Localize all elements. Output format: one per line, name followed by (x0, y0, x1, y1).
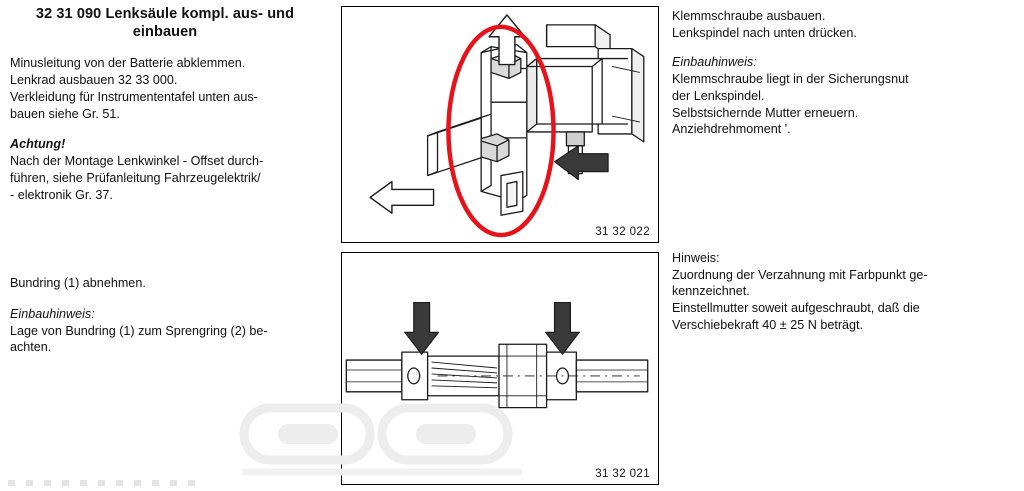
text-line: achten. (10, 340, 52, 355)
right-paragraph-clamp (672, 8, 1012, 41)
right-text-column-bottom (672, 250, 1017, 334)
right-text-column-top (672, 8, 1012, 138)
steering-column-clamp-illustration (342, 7, 658, 242)
column-spacer (10, 217, 320, 275)
text-line: der Lenkspindel. (672, 88, 765, 103)
right-paragraph-hinweis (672, 250, 1017, 334)
down-arrow-left (405, 303, 439, 355)
text-line: - elektronik Gr. 37. (10, 187, 113, 202)
text-line: führen, siehe Prüfanleitung Fahrzeugelektrik/ (10, 170, 261, 185)
left-paragraph-note (10, 306, 320, 356)
text-line: Lenkrad ausbauen 32 33 000. (10, 73, 178, 88)
note-heading: Einbauhinweis: (672, 55, 757, 70)
text-line: Zuordnung der Verzahnung mit Farbpunkt ge- (672, 267, 928, 282)
left-paragraph-bundring (10, 275, 320, 292)
note-heading: Hinweis: (672, 251, 720, 265)
right-paragraph-note (672, 54, 1012, 138)
text-line: Anziehdrehmoment '. (672, 122, 791, 137)
text-line: Lage von Bundring (1) zum Sprengring (2) be- (10, 323, 268, 338)
text-line: Nach der Montage Lenkwinkel - Offset durch- (10, 154, 264, 169)
down-arrow-right (546, 303, 580, 355)
text-line: Klemmschraube liegt in der Sicherungsnut (672, 72, 909, 87)
text-line: kennzeichnet. (672, 284, 750, 299)
text-line: Lenkspindel nach unten drücken. (672, 25, 857, 40)
text-line: Selbstsichernde Mutter erneuern. (672, 105, 859, 120)
left-paragraph-warning (10, 136, 320, 203)
watermark-dots (6, 478, 216, 488)
text-line: Verkleidung für Instrumententafel unten aus- (10, 89, 258, 104)
text-line: Bundring (1) abnehmen. (10, 276, 146, 291)
text-line: bauen siehe Gr. 51. (10, 106, 120, 121)
text-line: Verschiebekraft 40 ± 25 N beträgt. (672, 317, 864, 332)
figure-steering-column-clamp (341, 6, 659, 243)
warning-heading: Achtung! (10, 137, 66, 152)
text-line: Einstellmutter soweit aufgeschraubt, daß die (672, 301, 920, 316)
text-line: Klemmschraube ausbauen. (672, 9, 826, 23)
figure-caption: 31 32 021 (595, 468, 650, 480)
page-title: 32 31 090 Lenksäule kompl. aus- und einbauen (35, 6, 295, 40)
figure-caption: 31 32 022 (595, 226, 650, 238)
left-text-column (10, 6, 320, 370)
figure-steering-spindle-splines (341, 252, 659, 485)
text-line: Minusleitung von der Batterie abklemmen. (10, 56, 246, 71)
note-heading: Einbauhinweis: (10, 306, 95, 321)
left-paragraph-intro (10, 55, 320, 122)
steering-spindle-illustration (342, 253, 658, 484)
